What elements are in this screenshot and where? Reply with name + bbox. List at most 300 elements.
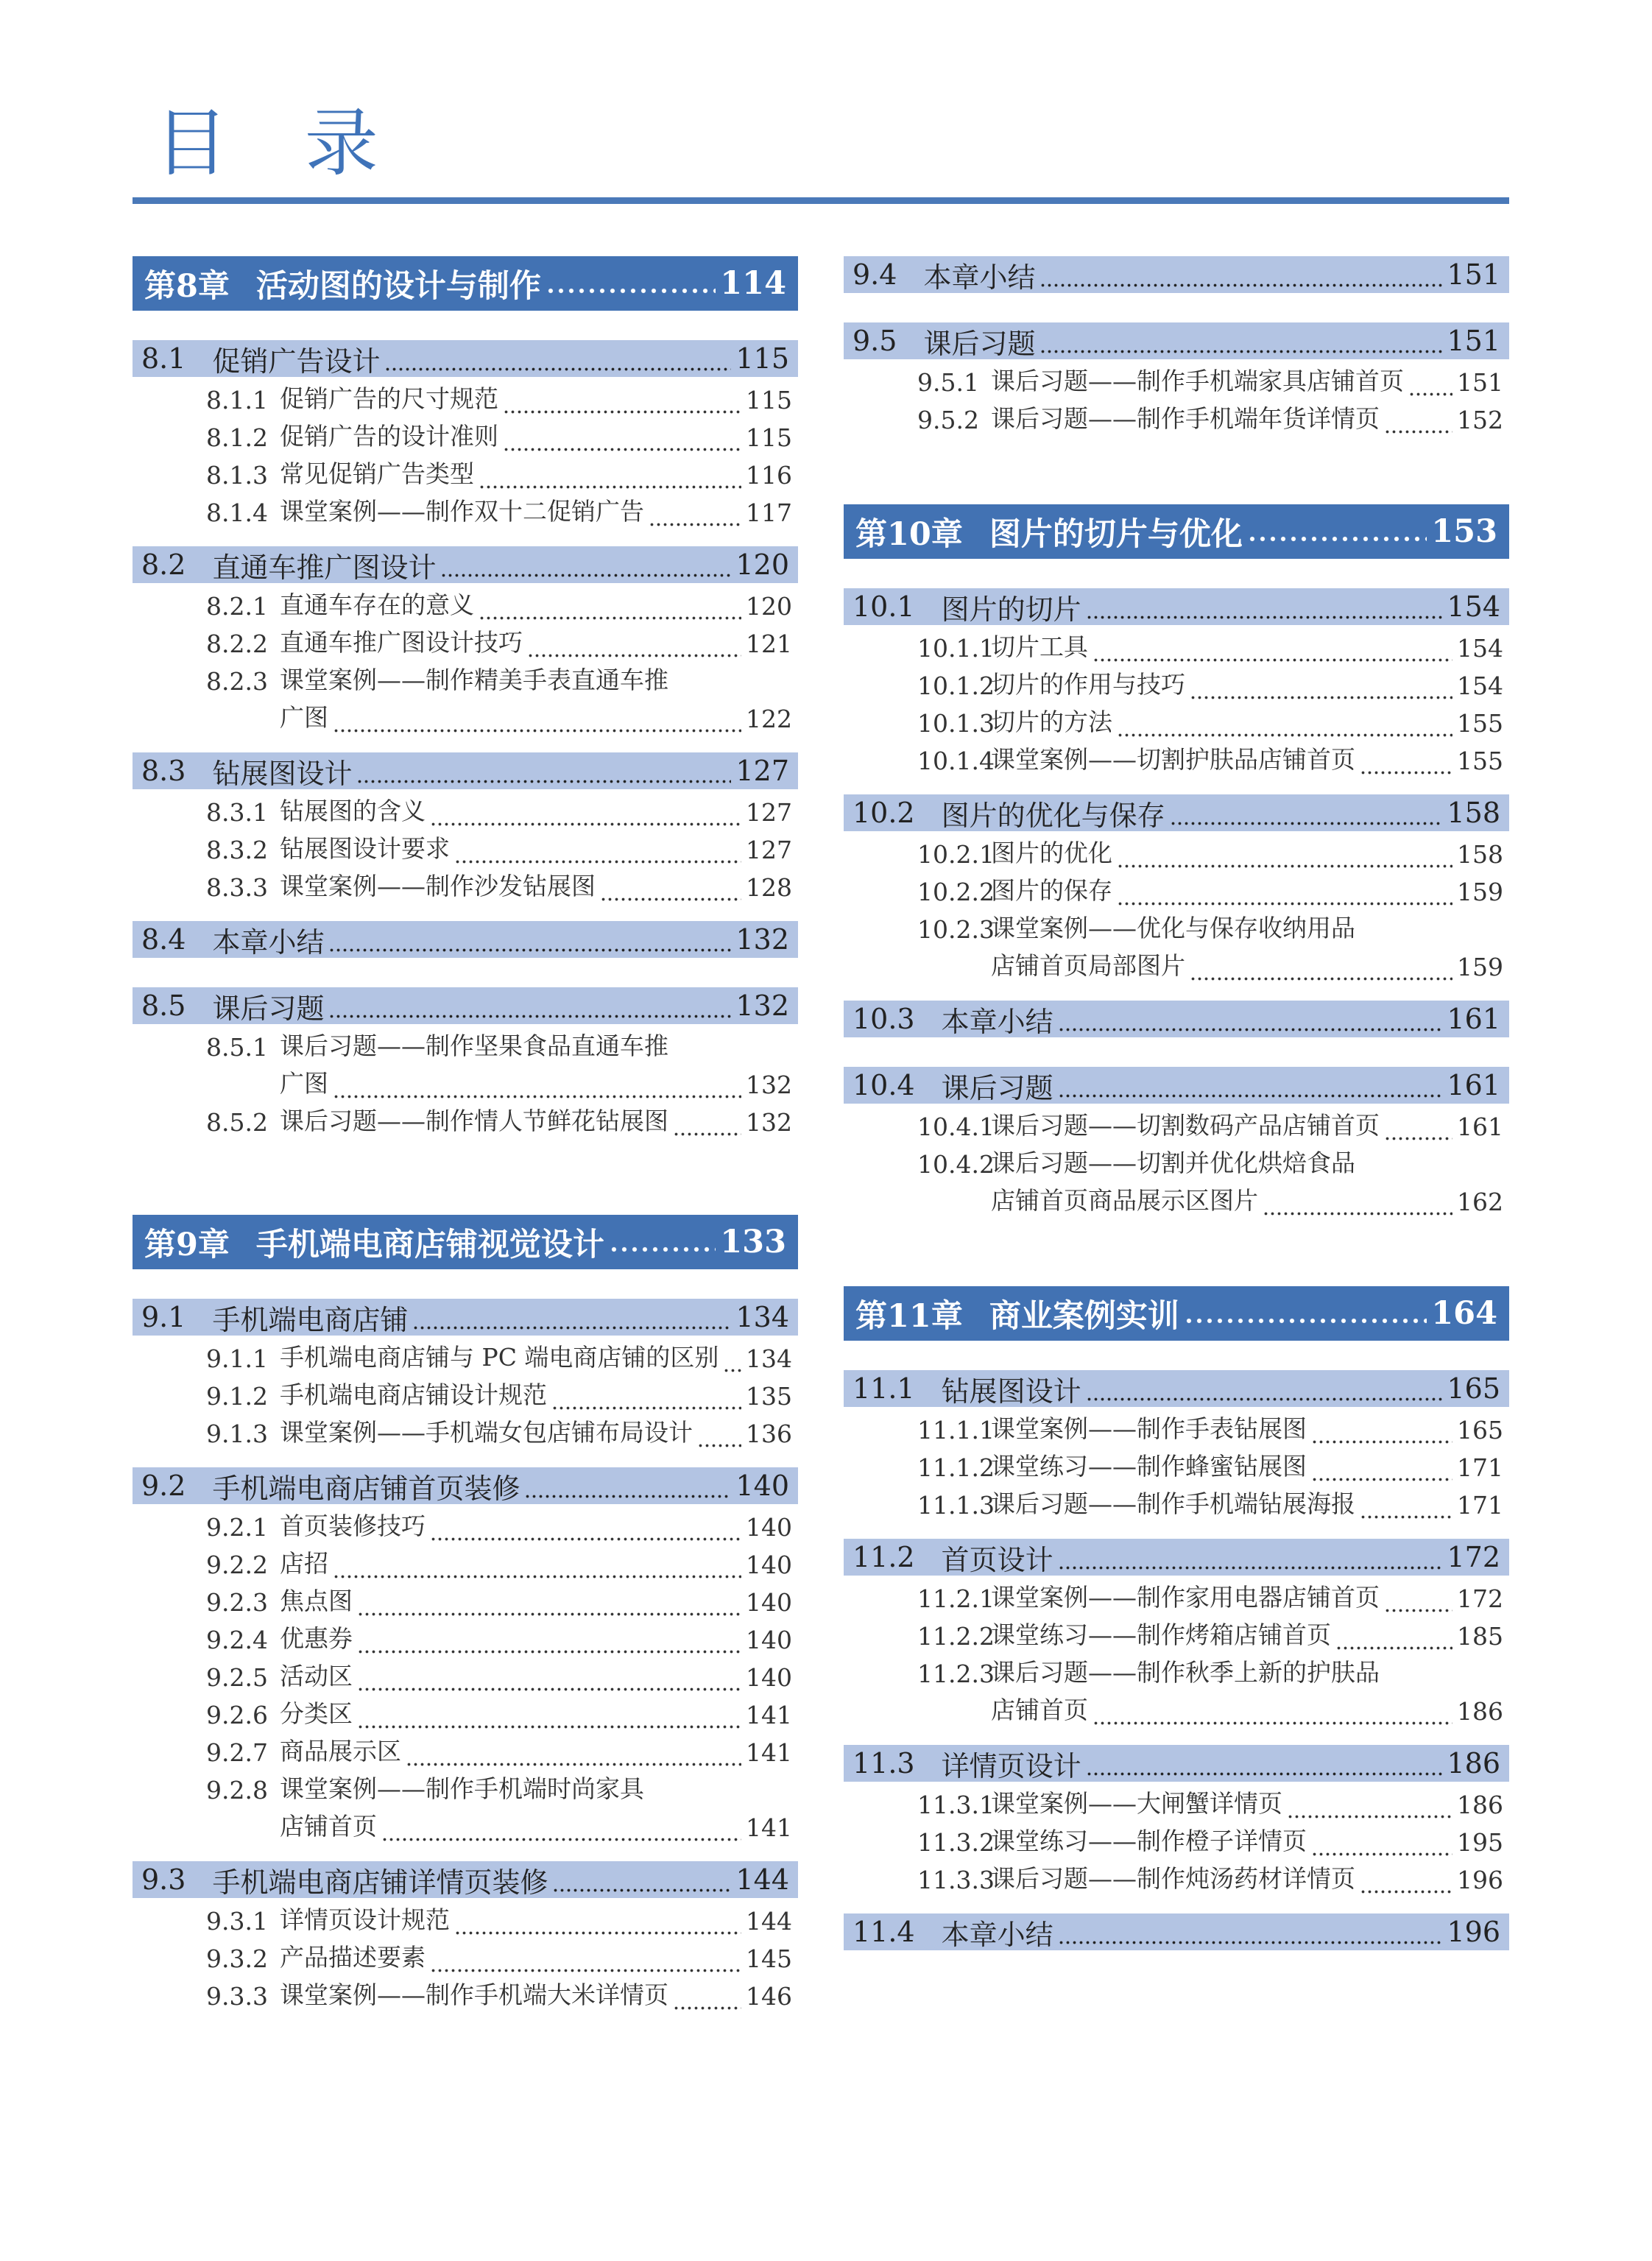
page-number: 121 xyxy=(746,629,792,658)
subsection-8-2-3-continued[interactable] xyxy=(133,696,798,733)
subsection-9-5-2[interactable] xyxy=(844,397,1509,434)
dot-leader xyxy=(1360,1872,1452,1894)
subsection-9-3-3[interactable] xyxy=(133,1973,798,2011)
subsection-title: 课堂案例——制作双十二促销广告 xyxy=(280,497,644,526)
page-number: 161 xyxy=(1457,1112,1503,1141)
page-number: 140 xyxy=(735,1470,789,1502)
subsection-10-2-3[interactable] xyxy=(844,906,1509,944)
page-number: 132 xyxy=(735,990,789,1022)
page-number: 154 xyxy=(1447,590,1500,623)
page-number: 151 xyxy=(1457,368,1503,397)
section-number: 8.1 xyxy=(141,342,186,375)
section-8-3[interactable] xyxy=(133,752,798,789)
subsection-number: 9.2.6 xyxy=(206,1701,268,1729)
subsection-title: 课堂练习——制作橙子详情页 xyxy=(991,1827,1307,1855)
subsection-number: 9.3.2 xyxy=(206,1944,268,1973)
subsection-8-1-2[interactable] xyxy=(133,415,798,452)
section-number: 10.1 xyxy=(853,590,915,623)
subsection-number: 8.3.1 xyxy=(206,798,268,827)
dot-leader xyxy=(1058,1072,1443,1098)
subsection-number: 9.3.1 xyxy=(206,1907,268,1936)
subsection-title: 图片的优化 xyxy=(991,839,1112,867)
subsection-9-2-5[interactable] xyxy=(133,1654,798,1692)
page-title: 目 录 xyxy=(155,100,405,186)
section-8-2[interactable] xyxy=(133,546,798,583)
subsection-title: 课堂案例——制作手表钻展图 xyxy=(991,1414,1307,1443)
section-title: 首页设计 xyxy=(941,1543,1053,1576)
dot-leader xyxy=(1184,1302,1427,1324)
page-number: 132 xyxy=(746,1108,792,1137)
subsection-title: 课后习题——制作情人节鲜花钻展图 xyxy=(280,1107,668,1135)
section-number: 8.5 xyxy=(141,990,186,1022)
section-number: 11.1 xyxy=(853,1372,915,1405)
section-title: 课后习题 xyxy=(212,992,325,1024)
page-number: 154 xyxy=(1457,634,1503,663)
subsection-title-continued: 店铺首页 xyxy=(280,1812,377,1841)
page-number: 140 xyxy=(746,1626,792,1654)
subsection-11-2-2[interactable] xyxy=(844,1613,1509,1651)
dot-leader xyxy=(1247,521,1427,543)
page-number: 120 xyxy=(746,592,792,621)
page-number: 172 xyxy=(1457,1584,1503,1613)
dot-leader xyxy=(1311,1422,1452,1445)
subsection-8-1-3[interactable] xyxy=(133,452,798,490)
subsection-number: 9.3.3 xyxy=(206,1982,268,2011)
dot-leader xyxy=(1086,1375,1443,1402)
page-number: 117 xyxy=(746,498,792,527)
dot-leader xyxy=(440,551,731,578)
section-11-4[interactable] xyxy=(844,1913,1509,1950)
subsection-number: 8.3.3 xyxy=(206,873,268,902)
subsection-title: 首页装修技巧 xyxy=(280,1512,426,1540)
dot-leader xyxy=(1360,1497,1452,1520)
subsection-number: 9.2.1 xyxy=(206,1513,268,1542)
subsection-title: 手机端电商店铺设计规范 xyxy=(280,1380,547,1409)
subsection-9-1-3[interactable] xyxy=(133,1411,798,1448)
subsection-9-1-1[interactable] xyxy=(133,1336,798,1373)
dot-leader xyxy=(673,1114,741,1137)
chapter-title: 活动图的设计与制作 xyxy=(255,267,541,305)
subsection-title: 课后习题——制作坚果食品直通车推 xyxy=(280,1031,668,1060)
dot-leader xyxy=(1117,846,1452,869)
section-number: 9.2 xyxy=(141,1470,186,1502)
section-number: 8.2 xyxy=(141,549,186,581)
page-number: 141 xyxy=(746,1738,792,1767)
subsection-8-3-2[interactable] xyxy=(133,827,798,864)
page-number: 134 xyxy=(746,1344,792,1373)
dot-leader xyxy=(649,504,741,527)
dot-leader xyxy=(1287,1796,1452,1819)
subsection-8-1-4[interactable] xyxy=(133,490,798,527)
dot-leader xyxy=(673,1988,741,2011)
dot-leader xyxy=(546,272,716,294)
page-number: 165 xyxy=(1447,1372,1500,1405)
subsection-title: 课堂练习——制作烤箱店铺首页 xyxy=(991,1620,1331,1649)
page-number: 141 xyxy=(746,1813,792,1842)
dot-leader xyxy=(503,392,741,415)
subsection-number: 9.5.1 xyxy=(917,368,979,397)
subsection-number: 10.1.2 xyxy=(917,671,995,700)
dot-leader xyxy=(1117,883,1452,906)
section-9-1[interactable] xyxy=(133,1299,798,1336)
subsection-title: 直通车推广图设计技巧 xyxy=(280,628,523,657)
dot-leader xyxy=(333,710,741,733)
subsection-8-5-1-continued[interactable] xyxy=(133,1062,798,1099)
subsection-title: 商品展示区 xyxy=(280,1737,401,1766)
subsection-number: 8.5.2 xyxy=(206,1108,268,1137)
section-number: 11.2 xyxy=(853,1541,915,1573)
subsection-10-1-4[interactable] xyxy=(844,738,1509,775)
subsection-number: 8.3.2 xyxy=(206,836,268,864)
page-number: 172 xyxy=(1447,1541,1500,1573)
subsection-number: 8.1.3 xyxy=(206,461,268,490)
subsection-number: 10.4.1 xyxy=(917,1112,995,1141)
page-number: 132 xyxy=(735,923,789,956)
section-number: 9.1 xyxy=(141,1301,186,1333)
chapter-11-heading[interactable] xyxy=(844,1286,1509,1341)
dot-leader xyxy=(454,842,741,864)
subsection-number: 10.4.2 xyxy=(917,1150,995,1179)
subsection-8-2-2[interactable] xyxy=(133,621,798,658)
subsection-number: 9.2.3 xyxy=(206,1588,268,1617)
dot-leader xyxy=(1360,752,1452,775)
section-title: 本章小结 xyxy=(923,261,1036,293)
dot-leader xyxy=(1039,328,1442,354)
page-number: 115 xyxy=(746,386,792,415)
page-number: 114 xyxy=(720,265,786,302)
page-number: 186 xyxy=(1447,1747,1500,1779)
dot-leader xyxy=(1058,1919,1443,1945)
page-number: 159 xyxy=(1457,953,1503,981)
subsection-title: 直通车存在的意义 xyxy=(280,590,474,619)
page-number: 151 xyxy=(1447,258,1500,291)
subsection-number: 9.2.4 xyxy=(206,1626,268,1654)
dot-leader xyxy=(333,1076,741,1099)
page-number: 196 xyxy=(1447,1916,1500,1948)
section-11-2[interactable] xyxy=(844,1539,1509,1576)
subsection-number: 11.1.3 xyxy=(917,1491,995,1520)
dot-leader xyxy=(1086,1750,1443,1777)
section-number: 8.3 xyxy=(141,755,186,787)
subsection-title: 课后习题——制作秋季上新的护肤品 xyxy=(991,1658,1380,1687)
subsection-11-3-1[interactable] xyxy=(844,1782,1509,1819)
subsection-title: 详情页设计规范 xyxy=(280,1905,450,1934)
subsection-9-2-1[interactable] xyxy=(133,1504,798,1542)
subsection-number: 9.2.7 xyxy=(206,1738,268,1767)
dot-leader xyxy=(430,1950,741,1973)
subsection-9-2-8[interactable] xyxy=(133,1767,798,1805)
subsection-title: 课堂案例——制作手机端大米详情页 xyxy=(280,1980,668,2009)
dot-leader xyxy=(1190,959,1452,981)
toc-right-column xyxy=(844,256,1509,1950)
chapter-number: 第9章 xyxy=(144,1226,230,1263)
subsection-title: 图片的保存 xyxy=(991,876,1112,905)
section-10-1[interactable] xyxy=(844,588,1509,625)
section-10-2[interactable] xyxy=(844,794,1509,831)
chapter-number: 第11章 xyxy=(855,1297,963,1335)
dot-leader xyxy=(381,1819,741,1842)
subsection-8-3-1[interactable] xyxy=(133,789,798,827)
subsection-number: 8.2.1 xyxy=(206,592,268,621)
section-number: 10.3 xyxy=(853,1003,915,1035)
section-title: 课后习题 xyxy=(941,1071,1053,1104)
subsection-9-3-1[interactable] xyxy=(133,1898,798,1936)
subsection-number: 10.2.1 xyxy=(917,840,995,869)
dot-leader xyxy=(524,1472,731,1499)
subsection-11-1-2[interactable] xyxy=(844,1445,1509,1482)
subsection-9-2-6[interactable] xyxy=(133,1692,798,1729)
section-8-1[interactable] xyxy=(133,340,798,377)
subsection-title: 切片工具 xyxy=(991,632,1088,661)
dot-leader xyxy=(1263,1193,1452,1216)
subsection-title: 课后习题——制作炖汤药材详情页 xyxy=(991,1864,1355,1893)
page-number: 155 xyxy=(1457,709,1503,738)
page-number: 115 xyxy=(746,423,792,452)
subsection-10-4-2-continued[interactable] xyxy=(844,1179,1509,1216)
page-number: 165 xyxy=(1457,1416,1503,1445)
subsection-number: 11.1.2 xyxy=(917,1453,995,1482)
subsection-11-2-3-continued[interactable] xyxy=(844,1688,1509,1726)
dot-leader xyxy=(1311,1834,1452,1857)
subsection-10-4-2[interactable] xyxy=(844,1141,1509,1179)
section-9-4[interactable] xyxy=(844,256,1509,293)
dot-leader xyxy=(1039,261,1442,288)
subsection-title: 产品描述要素 xyxy=(280,1943,426,1972)
page-number: 158 xyxy=(1447,797,1500,829)
subsection-11-1-1[interactable] xyxy=(844,1407,1509,1445)
subsection-number: 8.1.2 xyxy=(206,423,268,452)
page-number: 159 xyxy=(1457,878,1503,906)
dot-leader xyxy=(609,1231,716,1253)
section-10-4[interactable] xyxy=(844,1067,1509,1104)
page-number: 136 xyxy=(746,1419,792,1448)
dot-leader xyxy=(697,1425,741,1448)
dot-leader xyxy=(430,1519,741,1542)
subsection-number: 11.1.1 xyxy=(917,1416,995,1445)
section-title: 本章小结 xyxy=(941,1918,1053,1950)
dot-leader xyxy=(1384,1590,1452,1613)
subsection-number: 8.2.2 xyxy=(206,629,268,658)
toc-left-column xyxy=(133,256,798,2011)
subsection-10-2-3-continued[interactable] xyxy=(844,944,1509,981)
subsection-title: 课后习题——切割并优化烘焙食品 xyxy=(991,1149,1355,1177)
subsection-11-1-3[interactable] xyxy=(844,1482,1509,1520)
dot-leader xyxy=(1384,412,1452,434)
section-title: 钻展图设计 xyxy=(941,1375,1081,1407)
subsection-number: 8.2.3 xyxy=(206,667,268,696)
subsection-number: 11.3.2 xyxy=(917,1828,995,1857)
section-11-1[interactable] xyxy=(844,1370,1509,1407)
subsection-8-5-2[interactable] xyxy=(133,1099,798,1137)
section-9-2[interactable] xyxy=(133,1467,798,1504)
subsection-9-2-2[interactable] xyxy=(133,1542,798,1579)
section-number: 9.4 xyxy=(853,258,897,291)
section-number: 8.4 xyxy=(141,923,186,956)
subsection-number: 11.2.2 xyxy=(917,1622,995,1651)
subsection-8-1-1[interactable] xyxy=(133,377,798,415)
section-title: 直通车推广图设计 xyxy=(212,551,437,583)
subsection-9-2-4[interactable] xyxy=(133,1617,798,1654)
subsection-11-3-3[interactable] xyxy=(844,1857,1509,1894)
subsection-10-1-2[interactable] xyxy=(844,663,1509,700)
page-number: 115 xyxy=(735,342,789,375)
page-number: 195 xyxy=(1457,1828,1503,1857)
subsection-10-1-1[interactable] xyxy=(844,625,1509,663)
section-title: 钻展图设计 xyxy=(212,757,353,789)
page-number: 161 xyxy=(1447,1069,1500,1101)
page-number: 116 xyxy=(746,461,792,490)
subsection-title: 手机端电商店铺与 PC 端电商店铺的区别 xyxy=(280,1343,719,1372)
chapter-title: 手机端电商店铺视觉设计 xyxy=(255,1226,604,1263)
dot-leader xyxy=(357,1594,741,1617)
page-number: 145 xyxy=(746,1944,792,1973)
subsection-title: 切片的作用与技巧 xyxy=(991,670,1185,699)
subsection-number: 9.1.3 xyxy=(206,1419,268,1448)
section-number: 9.5 xyxy=(853,325,897,357)
subsection-title: 课堂案例——大闸蟹详情页 xyxy=(991,1789,1282,1818)
subsection-title: 课堂案例——制作家用电器店铺首页 xyxy=(991,1583,1380,1612)
dot-leader xyxy=(430,804,741,827)
section-11-3[interactable] xyxy=(844,1745,1509,1782)
section-9-3[interactable] xyxy=(133,1861,798,1898)
section-number: 10.2 xyxy=(853,797,915,829)
subsection-title: 促销广告的设计准则 xyxy=(280,422,498,451)
page-number: 127 xyxy=(735,755,789,787)
dot-leader xyxy=(552,1866,731,1893)
section-8-5[interactable] xyxy=(133,987,798,1024)
subsection-title: 课堂案例——手机端女包店铺布局设计 xyxy=(280,1418,693,1447)
section-9-5[interactable] xyxy=(844,322,1509,359)
dot-leader xyxy=(1058,1006,1443,1032)
page-number: 120 xyxy=(735,549,789,581)
dot-leader xyxy=(384,345,731,372)
subsection-11-3-2[interactable] xyxy=(844,1819,1509,1857)
subsection-9-2-3[interactable] xyxy=(133,1579,798,1617)
dot-leader xyxy=(1384,1118,1452,1141)
subsection-8-2-1[interactable] xyxy=(133,583,798,621)
subsection-10-2-1[interactable] xyxy=(844,831,1509,869)
page-number: 135 xyxy=(746,1382,792,1411)
page-number: 164 xyxy=(1431,1295,1497,1332)
subsection-title-continued: 广图 xyxy=(280,703,328,732)
section-title: 本章小结 xyxy=(941,1005,1053,1037)
subsection-title: 课后习题——制作手机端家具店铺首页 xyxy=(991,367,1404,395)
dot-leader xyxy=(1311,1459,1452,1482)
dot-leader xyxy=(600,879,741,902)
subsection-title: 课堂案例——制作沙发钻展图 xyxy=(280,872,596,900)
dot-leader xyxy=(1335,1628,1452,1651)
page-number: 155 xyxy=(1457,747,1503,775)
page-number: 122 xyxy=(746,705,792,733)
page-number: 140 xyxy=(746,1551,792,1579)
subsection-number: 11.2.1 xyxy=(917,1584,995,1613)
subsection-title: 钻展图的含义 xyxy=(280,797,426,825)
page-number: 185 xyxy=(1457,1622,1503,1651)
section-number: 10.4 xyxy=(853,1069,915,1101)
section-10-3[interactable] xyxy=(844,1001,1509,1037)
page-number: 158 xyxy=(1457,840,1503,869)
subsection-title: 课堂练习——制作蜂蜜钻展图 xyxy=(991,1452,1307,1481)
dot-leader xyxy=(1117,715,1452,738)
subsection-11-2-1[interactable] xyxy=(844,1576,1509,1613)
subsection-10-2-2[interactable] xyxy=(844,869,1509,906)
subsection-11-2-3[interactable] xyxy=(844,1651,1509,1688)
subsection-number: 11.2.3 xyxy=(917,1659,995,1688)
section-title: 图片的优化与保存 xyxy=(941,799,1165,831)
subsection-number: 8.5.1 xyxy=(206,1033,268,1062)
page-number: 154 xyxy=(1457,671,1503,700)
page-number: 127 xyxy=(746,836,792,864)
dot-leader xyxy=(1058,1544,1443,1570)
subsection-9-1-2[interactable] xyxy=(133,1373,798,1411)
dot-leader xyxy=(503,429,741,452)
subsection-number: 10.2.3 xyxy=(917,915,995,944)
chapter-10-heading[interactable] xyxy=(844,504,1509,559)
dot-leader xyxy=(357,1632,741,1654)
subsection-number: 9.2.8 xyxy=(206,1776,268,1805)
subsection-number: 9.1.2 xyxy=(206,1382,268,1411)
dot-leader xyxy=(357,1669,741,1692)
dot-leader xyxy=(479,467,741,490)
page-number: 196 xyxy=(1457,1866,1503,1894)
section-8-4[interactable] xyxy=(133,921,798,958)
subsection-number: 10.1.1 xyxy=(917,634,995,663)
page-number: 140 xyxy=(746,1588,792,1617)
subsection-number: 10.2.2 xyxy=(917,878,995,906)
subsection-number: 10.1.4 xyxy=(917,747,995,775)
section-number: 11.3 xyxy=(853,1747,915,1779)
dot-leader xyxy=(1170,800,1443,826)
subsection-9-5-1[interactable] xyxy=(844,359,1509,397)
page-number: 171 xyxy=(1457,1453,1503,1482)
dot-leader xyxy=(723,1350,741,1373)
dot-leader xyxy=(1408,374,1452,397)
section-title: 促销广告设计 xyxy=(212,345,381,377)
subsection-title: 课堂案例——制作手机端时尚家具 xyxy=(280,1774,644,1803)
subsection-9-2-8-continued[interactable] xyxy=(133,1805,798,1842)
subsection-title: 课堂案例——切割护肤品店铺首页 xyxy=(991,745,1355,774)
subsection-10-4-1[interactable] xyxy=(844,1104,1509,1141)
subsection-8-2-3[interactable] xyxy=(133,658,798,696)
chapter-title: 图片的切片与优化 xyxy=(989,515,1243,553)
dot-leader xyxy=(357,1707,741,1729)
chapter-9-heading[interactable] xyxy=(133,1215,798,1269)
page-number: 162 xyxy=(1457,1188,1503,1216)
subsection-9-3-2[interactable] xyxy=(133,1936,798,1973)
section-number: 11.4 xyxy=(853,1916,915,1948)
subsection-8-3-3[interactable] xyxy=(133,864,798,902)
page-number: 186 xyxy=(1457,1697,1503,1726)
subsection-title-continued: 店铺首页局部图片 xyxy=(991,951,1185,980)
section-title: 手机端电商店铺首页装修 xyxy=(212,1472,520,1504)
subsection-number: 8.1.1 xyxy=(206,386,268,415)
subsection-8-5-1[interactable] xyxy=(133,1024,798,1062)
subsection-10-1-3[interactable] xyxy=(844,700,1509,738)
chapter-8-heading[interactable] xyxy=(133,256,798,311)
section-title: 详情页设计 xyxy=(941,1749,1081,1782)
page-number: 133 xyxy=(720,1224,786,1260)
subsection-title: 课堂案例——制作精美手表直通车推 xyxy=(280,666,668,694)
dot-leader xyxy=(1092,640,1452,663)
page-number: 161 xyxy=(1447,1003,1500,1035)
dot-leader xyxy=(527,635,741,658)
section-title: 图片的切片 xyxy=(941,593,1081,625)
dot-leader xyxy=(479,598,741,621)
subsection-9-2-7[interactable] xyxy=(133,1729,798,1767)
section-number: 9.3 xyxy=(141,1863,186,1896)
page-number: 132 xyxy=(746,1070,792,1099)
page-number: 152 xyxy=(1457,406,1503,434)
